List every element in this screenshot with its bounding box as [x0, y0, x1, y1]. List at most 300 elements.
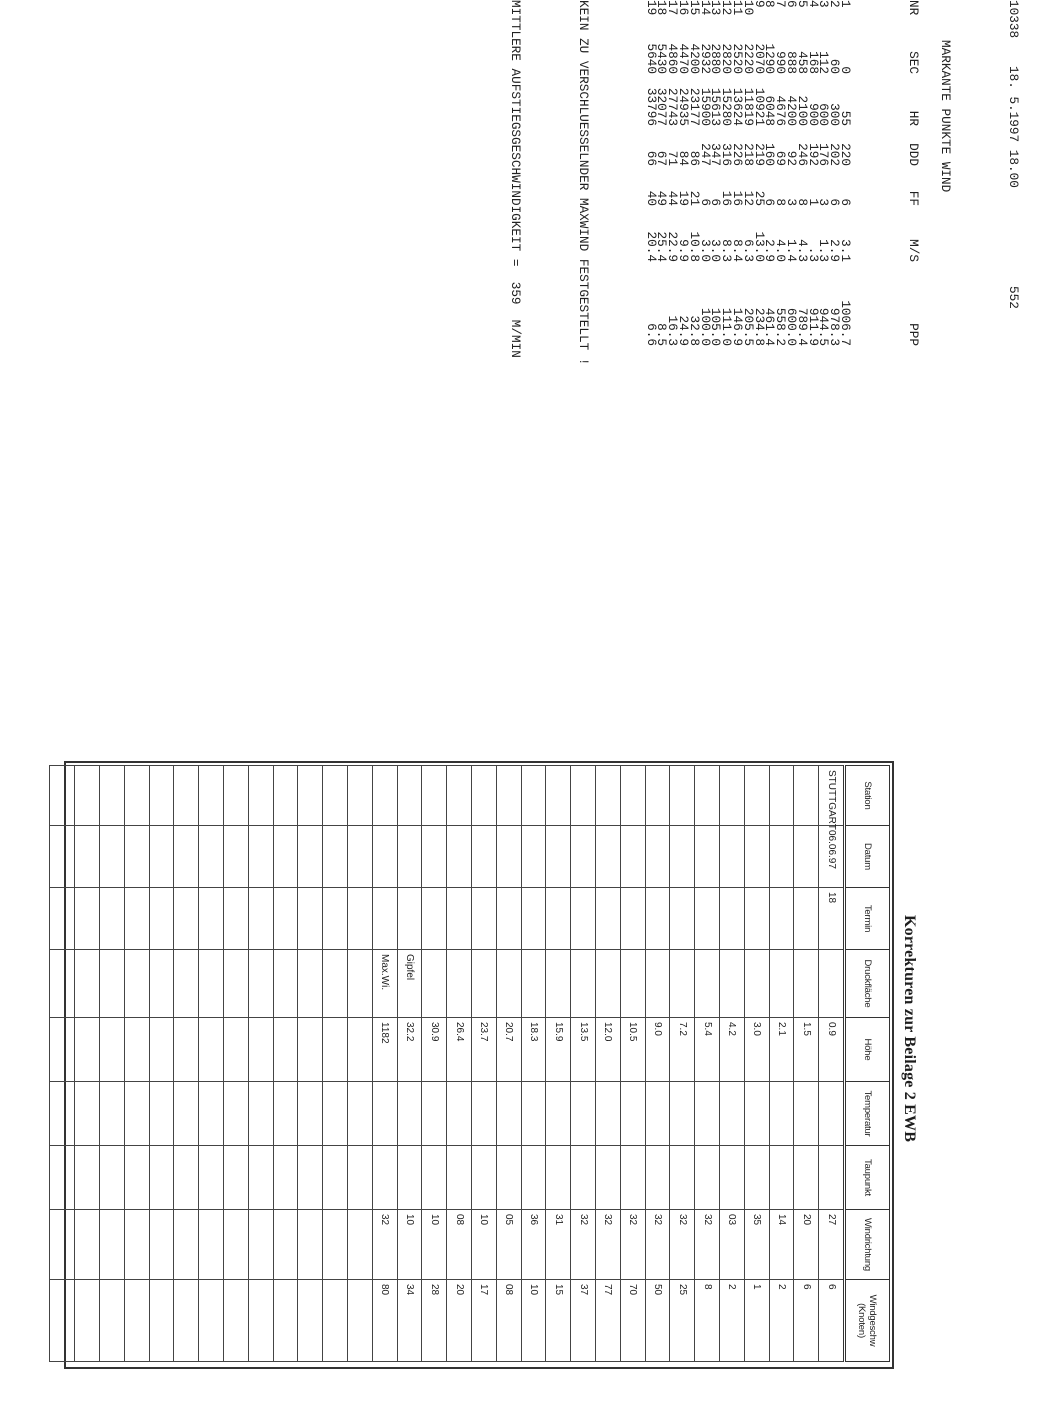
- table-cell: [273, 766, 298, 826]
- printout-cell-ms: 22.9: [665, 231, 681, 262]
- table-cell: [794, 1082, 819, 1146]
- table-cell: [348, 766, 373, 826]
- form-header-cell: Station: [845, 766, 890, 826]
- table-row: [124, 766, 149, 1362]
- printout-column-headers: [906, 0, 922, 560]
- table-cell: [124, 1146, 149, 1210]
- table-cell: [670, 888, 695, 950]
- printout-cell-ff: 6: [827, 198, 843, 206]
- table-cell: [174, 888, 199, 950]
- printout-cell-nr: 19: [643, 0, 659, 16]
- printout-cell-sec: 112: [816, 51, 832, 74]
- table-cell: [75, 888, 100, 950]
- col-header-sec: SEC: [906, 51, 922, 74]
- table-cell: [348, 1210, 373, 1280]
- table-row: [620, 766, 645, 1362]
- table-cell: [596, 1082, 621, 1146]
- table-cell: [100, 766, 125, 826]
- printout-cell-sec: 60: [827, 58, 843, 74]
- printout-cell-ppp: 234.8: [751, 307, 767, 346]
- table-cell: 34: [397, 1280, 422, 1362]
- table-cell: 32: [372, 1210, 397, 1280]
- table-cell: [248, 826, 273, 888]
- table-cell: [248, 888, 273, 950]
- printout-cell-hr: 13624: [730, 87, 746, 126]
- printout-cell-ff: 21: [686, 190, 702, 206]
- table-cell: 32: [571, 1210, 596, 1280]
- table-cell: [521, 1082, 546, 1146]
- table-cell: [273, 1210, 298, 1280]
- table-cell: [720, 1146, 745, 1210]
- table-cell: 12.0: [596, 1018, 621, 1082]
- table-cell: [149, 950, 174, 1018]
- printout-cell-ddd: 92: [784, 150, 800, 166]
- table-cell: [695, 826, 720, 888]
- printout-cell-sec: 888: [784, 51, 800, 74]
- table-cell: 25: [670, 1280, 695, 1362]
- table-cell: [794, 1146, 819, 1210]
- table-cell: [199, 766, 224, 826]
- table-cell: [521, 826, 546, 888]
- table-row: [571, 766, 596, 1362]
- table-row: [645, 766, 670, 1362]
- table-cell: 32: [695, 1210, 720, 1280]
- printout-cell-hr: 4676: [773, 95, 789, 126]
- table-cell: [224, 1146, 249, 1210]
- printout-cell-hr: 15613: [708, 87, 724, 126]
- table-cell: [199, 826, 224, 888]
- table-cell: 14: [769, 1210, 794, 1280]
- table-cell: [124, 1210, 149, 1280]
- printout-cell-ff: 6: [838, 198, 854, 206]
- table-cell: [546, 826, 571, 888]
- printout-cell-ff: 12: [740, 190, 756, 206]
- table-cell: 03: [720, 1210, 745, 1280]
- form-header-cell: Temperatur: [845, 1082, 890, 1146]
- table-cell: [199, 1018, 224, 1082]
- col-header-ms: M/S: [906, 239, 922, 262]
- printout-cell-ff: 6: [697, 198, 713, 206]
- table-row: [744, 766, 769, 1362]
- table-cell: 10: [472, 1210, 497, 1280]
- table-cell: [174, 1018, 199, 1082]
- table-cell: [472, 766, 497, 826]
- table-cell: 10: [422, 1210, 447, 1280]
- printout-cell-ddd: 192: [805, 143, 821, 166]
- table-cell: [323, 1280, 348, 1362]
- table-cell: [323, 1210, 348, 1280]
- table-cell: [174, 1082, 199, 1146]
- table-cell: [596, 888, 621, 950]
- table-cell: [372, 1146, 397, 1210]
- printout-cell-ms: 3.0: [697, 239, 713, 262]
- printout-cell-ms: 6.3: [740, 239, 756, 262]
- table-cell: [100, 1146, 125, 1210]
- table-row: [769, 766, 794, 1362]
- table-cell: [645, 1146, 670, 1210]
- table-cell: [596, 826, 621, 888]
- table-cell: [149, 1146, 174, 1210]
- table-cell: 2: [720, 1280, 745, 1362]
- printout-cell-ddd: 69: [773, 150, 789, 166]
- printout-cell-ms: 1.4: [784, 239, 800, 262]
- form-header-cell: Höhe: [845, 1018, 890, 1082]
- printout-cell-nr: 7: [773, 0, 789, 8]
- printout-cell-ppp: 100.0: [697, 307, 713, 346]
- table-cell: [521, 1146, 546, 1210]
- printout-cell-ddd: 347: [708, 143, 724, 166]
- table-cell: [50, 1018, 75, 1082]
- printout-cell-ppp: 944.5: [816, 307, 832, 346]
- table-cell: 05: [496, 1210, 521, 1280]
- table-cell: 28: [422, 1280, 447, 1362]
- table-row: [149, 766, 174, 1362]
- printout-cell-nr: 1: [838, 0, 854, 8]
- table-cell: [372, 888, 397, 950]
- table-cell: [273, 1082, 298, 1146]
- table-cell: [199, 950, 224, 1018]
- table-cell: [620, 1082, 645, 1146]
- table-row: [348, 766, 373, 1362]
- table-cell: [769, 766, 794, 826]
- wind-printout: [507, 0, 1040, 560]
- printout-cell-ms: 3.1: [838, 239, 854, 262]
- table-cell: 20: [447, 1280, 472, 1362]
- printout-cell-nr: 11: [730, 0, 746, 16]
- table-cell: [769, 888, 794, 950]
- table-cell: [695, 1146, 720, 1210]
- table-row: [521, 766, 546, 1362]
- table-cell: [397, 826, 422, 888]
- table-cell: [348, 1082, 373, 1146]
- printout-cell-ddd: 84: [676, 150, 692, 166]
- table-row: [596, 766, 621, 1362]
- table-row: [546, 766, 571, 1362]
- table-cell: [298, 1146, 323, 1210]
- table-cell: [744, 1082, 769, 1146]
- printout-cell-ddd: 316: [719, 143, 735, 166]
- table-cell: 32: [596, 1210, 621, 1280]
- table-cell: [75, 1280, 100, 1362]
- table-cell: 20.7: [496, 1018, 521, 1082]
- table-cell: [248, 1018, 273, 1082]
- printout-cell-ff: 8: [773, 198, 789, 206]
- printout-cell-nr: 18: [654, 0, 670, 16]
- table-cell: [447, 888, 472, 950]
- table-cell: [75, 1082, 100, 1146]
- table-cell: [422, 766, 447, 826]
- printout-cell-ddd: 86: [686, 150, 702, 166]
- table-cell: [348, 1280, 373, 1362]
- printout-cell-hr: 2100: [794, 95, 810, 126]
- table-cell: [224, 1210, 249, 1280]
- table-cell: [199, 1210, 224, 1280]
- printout-cell-sec: 2820: [719, 43, 735, 74]
- table-cell: 32.2: [397, 1018, 422, 1082]
- table-cell: [521, 950, 546, 1018]
- table-cell: [149, 766, 174, 826]
- printout-row: [827, 0, 843, 560]
- printout-cell-ms: 8.4: [730, 239, 746, 262]
- printout-cell-nr: 3: [816, 0, 832, 8]
- table-cell: 50: [645, 1280, 670, 1362]
- table-cell: 37: [571, 1280, 596, 1362]
- table-cell: 5.4: [695, 1018, 720, 1082]
- table-cell: 2: [769, 1280, 794, 1362]
- table-cell: [323, 1082, 348, 1146]
- printout-row: [816, 0, 832, 560]
- printout-cell-ddd: 219: [751, 143, 767, 166]
- printout-cell-hr: 23177: [686, 87, 702, 126]
- table-cell: [472, 1082, 497, 1146]
- form-header-cell: Druckfläche: [845, 950, 890, 1018]
- correction-form: [68, 765, 918, 1361]
- printout-cell-ppp: 978.3: [827, 307, 843, 346]
- printout-cell-ms: 4.3: [794, 239, 810, 262]
- table-cell: 10: [397, 1210, 422, 1280]
- printout-row: [643, 0, 659, 560]
- table-cell: [100, 1210, 125, 1280]
- printout-row: [730, 0, 746, 560]
- table-cell: [298, 950, 323, 1018]
- printout-cell-nr: 16: [676, 0, 692, 16]
- table-cell: 80: [372, 1280, 397, 1362]
- table-cell: 6: [819, 1280, 845, 1362]
- printout-row: [654, 0, 670, 560]
- printout-cell-ff: 16: [719, 190, 735, 206]
- form-header-cell: Windgeschw (Knoten): [845, 1280, 890, 1362]
- table-cell: [323, 826, 348, 888]
- printout-cell-ddd: 247: [697, 143, 713, 166]
- table-cell: [670, 766, 695, 826]
- table-cell: [100, 1082, 125, 1146]
- table-cell: [248, 1210, 273, 1280]
- table-cell: [323, 1146, 348, 1210]
- printout-cell-ms: 4.0: [773, 239, 789, 262]
- table-cell: [720, 888, 745, 950]
- table-row: [75, 766, 100, 1362]
- table-cell: [149, 1210, 174, 1280]
- printout-cell-nr: 15: [686, 0, 702, 16]
- table-cell: [596, 1146, 621, 1210]
- table-cell: [348, 1018, 373, 1082]
- printout-cell-ddd: 71: [665, 150, 681, 166]
- col-header-ppp: PPP: [906, 323, 922, 346]
- table-cell: [496, 950, 521, 1018]
- table-cell: 35: [744, 1210, 769, 1280]
- printout-cell-ddd: 160: [762, 143, 778, 166]
- table-row: [50, 766, 75, 1362]
- table-cell: [50, 1146, 75, 1210]
- printout-header-line: [1006, 0, 1022, 560]
- printout-cell-hr: 24935: [676, 87, 692, 126]
- table-cell: [174, 826, 199, 888]
- printout-cell-ppp: 32.8: [686, 315, 702, 346]
- table-cell: [124, 826, 149, 888]
- printout-cell-ppp: 1006.7: [838, 300, 854, 346]
- table-cell: [50, 1280, 75, 1362]
- table-row: [273, 766, 298, 1362]
- table-cell: [50, 766, 75, 826]
- table-cell: [670, 826, 695, 888]
- printout-cell-nr: 8: [762, 0, 778, 8]
- table-cell: [199, 1280, 224, 1362]
- table-cell: [124, 950, 149, 1018]
- table-cell: [620, 826, 645, 888]
- table-cell: 4.2: [720, 1018, 745, 1082]
- table-cell: [769, 826, 794, 888]
- table-cell: [422, 888, 447, 950]
- table-cell: [596, 950, 621, 1018]
- table-cell: [521, 766, 546, 826]
- printout-cell-ms: 20.4: [643, 231, 659, 262]
- table-cell: [620, 766, 645, 826]
- printout-cell-ms: 8.3: [719, 239, 735, 262]
- table-cell: [720, 826, 745, 888]
- printout-cell-ppp: 205.5: [740, 307, 756, 346]
- col-header-ddd: DDD: [906, 143, 922, 166]
- printout-cell-ppp: 911.9: [805, 307, 821, 346]
- table-cell: [273, 826, 298, 888]
- table-cell: [298, 1082, 323, 1146]
- table-cell: [224, 826, 249, 888]
- printout-cell-ff: 1: [805, 198, 821, 206]
- printout-cell-sec: 4200: [686, 43, 702, 74]
- table-cell: [100, 888, 125, 950]
- table-cell: [273, 1018, 298, 1082]
- printout-cell-hr: 600: [816, 103, 832, 126]
- table-cell: [323, 888, 348, 950]
- table-cell: [397, 888, 422, 950]
- table-cell: 77: [596, 1280, 621, 1362]
- printout-cell-ppp: 16.3: [665, 315, 681, 346]
- printout-cell-ppp: 24.9: [676, 315, 692, 346]
- printout-row: [740, 0, 756, 560]
- printout-cell-ff: 16: [730, 190, 746, 206]
- table-row: [224, 766, 249, 1362]
- table-cell: [645, 950, 670, 1018]
- printout-cell-hr: 6048: [762, 95, 778, 126]
- table-cell: [224, 1018, 249, 1082]
- printout-row: [838, 0, 854, 560]
- printout-cell-sec: 990: [773, 51, 789, 74]
- printout-cell-ddd: 218: [740, 143, 756, 166]
- printout-cell-sec: 2932: [697, 43, 713, 74]
- printout-cell-ff: 19: [676, 190, 692, 206]
- printout-cell-ppp: 558.2: [773, 307, 789, 346]
- table-cell: 15: [546, 1280, 571, 1362]
- table-row: [670, 766, 695, 1362]
- table-cell: [472, 826, 497, 888]
- table-row: [447, 766, 472, 1362]
- printout-cell-sec: 2880: [708, 43, 724, 74]
- printout-cell-hr: 15280: [719, 87, 735, 126]
- table-cell: 70: [620, 1280, 645, 1362]
- col-header-nr: NR: [906, 0, 922, 16]
- printout-cell-ff: 25: [751, 190, 767, 206]
- table-cell: 36: [521, 1210, 546, 1280]
- printout-cell-ddd: 176: [816, 143, 832, 166]
- printout-cell-nr: 17: [665, 0, 681, 16]
- table-cell: [298, 888, 323, 950]
- table-cell: [546, 1146, 571, 1210]
- table-cell: [472, 1146, 497, 1210]
- table-cell: 32: [645, 1210, 670, 1280]
- table-cell: [397, 766, 422, 826]
- table-cell: 08: [496, 1280, 521, 1362]
- table-cell: [50, 1082, 75, 1146]
- col-header-hr: HR: [906, 110, 922, 126]
- printout-row: [773, 0, 789, 560]
- table-cell: [447, 1146, 472, 1210]
- table-cell: [248, 1280, 273, 1362]
- table-cell: [100, 950, 125, 1018]
- printout-cell-ff: 3: [784, 198, 800, 206]
- table-cell: [794, 826, 819, 888]
- table-row: [174, 766, 199, 1362]
- table-row: [298, 766, 323, 1362]
- table-cell: [546, 950, 571, 1018]
- table-cell: [645, 1082, 670, 1146]
- table-cell: 17: [472, 1280, 497, 1362]
- table-cell: [149, 888, 174, 950]
- table-row: [819, 766, 845, 1362]
- table-cell: 30.9: [422, 1018, 447, 1082]
- table-cell: [769, 950, 794, 1018]
- printout-cell-ppp: 789.4: [794, 307, 810, 346]
- table-cell: 08: [447, 1210, 472, 1280]
- table-cell: [149, 826, 174, 888]
- table-cell: [348, 888, 373, 950]
- printout-row: [665, 0, 681, 560]
- table-row: [372, 766, 397, 1362]
- table-cell: [496, 826, 521, 888]
- table-cell: [174, 950, 199, 1018]
- table-cell: [273, 1280, 298, 1362]
- table-cell: [571, 1082, 596, 1146]
- table-cell: 26.4: [447, 1018, 472, 1082]
- printout-row: [719, 0, 735, 560]
- table-cell: 32: [670, 1210, 695, 1280]
- printout-cell-sec: 5640: [643, 43, 659, 74]
- table-cell: [248, 1146, 273, 1210]
- table-cell: [819, 1146, 845, 1210]
- printout-cell-ddd: 202: [827, 143, 843, 166]
- printout-cell-hr: 10921: [751, 87, 767, 126]
- table-cell: [298, 1018, 323, 1082]
- printout-cell-ppp: 6.6: [643, 323, 659, 346]
- table-cell: [273, 950, 298, 1018]
- table-cell: [224, 766, 249, 826]
- table-cell: [620, 950, 645, 1018]
- table-row: [422, 766, 447, 1362]
- table-row: [496, 766, 521, 1362]
- table-cell: [546, 1082, 571, 1146]
- printout-cell-ppp: 8.5: [654, 323, 670, 346]
- printout-cell-ddd: 226: [730, 143, 746, 166]
- printout-cell-sec: 2070: [751, 43, 767, 74]
- printout-cell-ff: 6: [708, 198, 724, 206]
- table-cell: [298, 1210, 323, 1280]
- table-cell: 10: [521, 1280, 546, 1362]
- table-row: [794, 766, 819, 1362]
- printout-cell-hr: 11819: [740, 87, 756, 126]
- table-cell: [521, 888, 546, 950]
- table-cell: [248, 766, 273, 826]
- printout-cell-sec: 2520: [730, 43, 746, 74]
- form-header-cell: Windrichtung: [845, 1210, 890, 1280]
- table-cell: [75, 1018, 100, 1082]
